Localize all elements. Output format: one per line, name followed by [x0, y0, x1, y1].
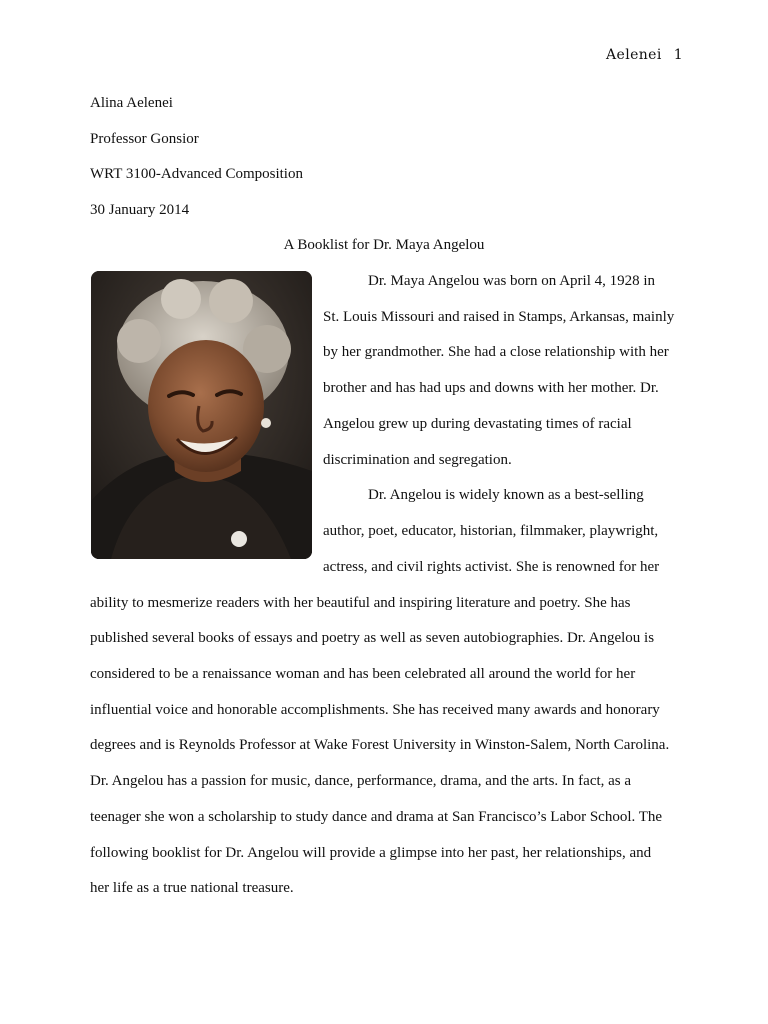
- body-line-2: St. Louis Missouri and raised in Stamps, Arkansas, mainly: [323, 309, 675, 325]
- body-line-18: her life as a true national treasure.: [90, 880, 294, 896]
- body-line-9: actress, and civil rights activist. She is renowned for her: [323, 559, 660, 575]
- body-line-13: influential voice and honorable accomplishments. She has received many awards and honorary: [90, 702, 660, 718]
- professor-name: Professor Gonsior: [90, 131, 199, 147]
- course-name: WRT 3100-Advanced Composition: [90, 166, 303, 182]
- header-author: Aelenei: [606, 47, 662, 63]
- body-line-8: author, poet, educator, historian, filmmaker, playwright,: [323, 523, 659, 539]
- portrait-photo: [91, 271, 312, 559]
- body-line-4: brother and has had ups and downs with her mother. Dr.: [323, 380, 659, 396]
- document-title: A Booklist for Dr. Maya Angelou: [283, 237, 485, 253]
- body-line-7: Dr. Angelou is widely known as a best-selling: [368, 487, 644, 503]
- body-line-11: published several books of essays and poetry as well as seven autobiographies. Dr. Angelou is: [90, 630, 655, 646]
- body-line-14: degrees and is Reynolds Professor at Wake Forest University in Winston-Salem, North Carolina.: [90, 737, 670, 753]
- body-line-10: ability to mesmerize readers with her beautiful and inspiring literature and poetry. She has: [90, 595, 631, 611]
- document-date: 30 January 2014: [90, 202, 190, 218]
- body-line-1: Dr. Maya Angelou was born on April 4, 1928 in: [368, 273, 656, 289]
- body-line-6: discrimination and segregation.: [323, 452, 512, 468]
- student-name: Alina Aelenei: [90, 95, 173, 111]
- body-line-15: Dr. Angelou has a passion for music, dance, performance, drama, and the arts. In fact, as a: [90, 773, 632, 789]
- body-line-16: teenager she won a scholarship to study dance and drama at San Francisco’s Labor School. The: [90, 809, 663, 825]
- body-line-3: by her grandmother. She had a close relationship with her: [323, 344, 669, 360]
- page-number: 1: [673, 47, 684, 63]
- body-line-12: considered to be a renaissance woman and has been celebrated all around the world for her: [90, 666, 636, 682]
- body-line-5: Angelou grew up during devastating times of racial: [323, 416, 632, 432]
- body-line-17: following booklist for Dr. Angelou will provide a glimpse into her past, her relationships, and: [90, 845, 652, 861]
- running-header: [606, 47, 683, 63]
